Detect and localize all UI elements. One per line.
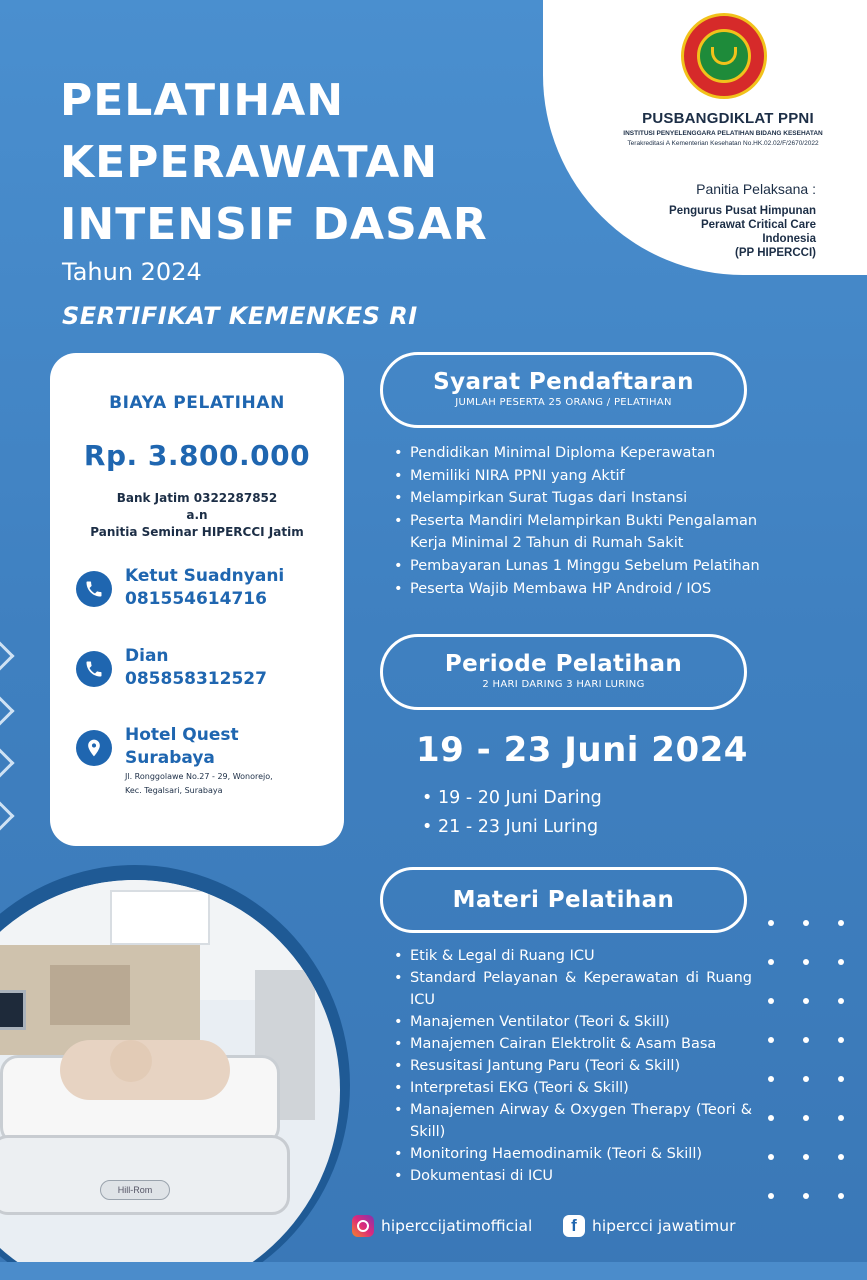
cost-heading: BIAYA PELATIHAN (109, 393, 285, 413)
organizer-subtitle: INSTITUSI PENYELENGGARA PELATIHAN BIDANG KESEHATAN (623, 130, 823, 137)
decorative-dot (768, 920, 774, 926)
decorative-dot (768, 1037, 774, 1043)
list-item: • Memiliki NIRA PPNI yang Aktif (392, 465, 812, 488)
committee-label: Panitia Pelaksana : (696, 181, 816, 197)
committee-line: (PP HIPERCCI) (735, 247, 816, 259)
facebook-handle: hipercci jawatimur (592, 1217, 736, 1235)
photo-bed-rail (0, 1135, 290, 1215)
list-item: • 21 - 23 Juni Luring (420, 813, 720, 842)
requirements-header (380, 352, 747, 428)
decorative-dot (768, 1115, 774, 1121)
committee-name (600, 204, 816, 260)
decorative-dot (803, 1037, 809, 1043)
decorative-dot (838, 959, 844, 965)
logo-emblem (697, 29, 751, 83)
decorative-dot (838, 1193, 844, 1199)
ppni-logo (681, 13, 767, 99)
committee-line: Indonesia (762, 233, 816, 245)
decorative-dot (803, 1154, 809, 1160)
instagram-handle: hiperccijatimofficial (381, 1217, 533, 1235)
photo-panel (50, 965, 130, 1025)
bank-info (50, 490, 344, 541)
title-line: INTENSIF DASAR (60, 199, 488, 250)
decorative-dot (803, 998, 809, 1004)
contact-phone[interactable]: 081554614716 (125, 589, 267, 609)
decorative-dot (803, 1076, 809, 1082)
list-item: • Resusitasi Jantung Paru (Teori & Skill) (392, 1055, 752, 1077)
title-line: PELATIHAN (60, 75, 345, 126)
page-title (60, 70, 560, 256)
training-dates: 19 - 23 Juni 2024 (416, 730, 748, 770)
certificate-label: SERTIFIKAT KEMENKES RI (62, 302, 418, 330)
photo-brand-label: Hill-Rom (100, 1180, 170, 1200)
year-label: Tahun 2024 (62, 258, 202, 286)
list-item: • Pendidikan Minimal Diploma Keperawatan (392, 442, 812, 465)
bank-line: a.n (186, 508, 208, 522)
venue-hotel: Hotel Quest (125, 725, 239, 745)
materials-heading: Materi Pelatihan (452, 887, 675, 913)
period-subheading: 2 HARI DARING 3 HARI LURING (482, 679, 645, 690)
decorative-dot (803, 959, 809, 965)
contact-person: Dian (125, 646, 169, 666)
facebook-link[interactable] (563, 1215, 735, 1237)
decorative-dot (803, 1115, 809, 1121)
bank-line: Panitia Seminar HIPERCCI Jatim (90, 525, 304, 539)
photo-window (110, 890, 210, 945)
decorative-dot (803, 1193, 809, 1199)
chevron-right-icon (0, 695, 15, 726)
list-item: • 19 - 20 Juni Daring (420, 784, 720, 813)
photo-manikin-head (110, 1040, 152, 1082)
requirements-heading: Syarat Pendaftaran (433, 369, 694, 395)
title-line: KEPERAWATAN (60, 137, 439, 188)
phone-icon (76, 571, 112, 607)
list-item: • Monitoring Haemodinamik (Teori & Skill) (392, 1143, 752, 1165)
organizer-name: PUSBANGDIKLAT PPNI (642, 110, 814, 127)
icu-photo (0, 880, 340, 1280)
location-pin-icon (76, 730, 112, 766)
decorative-dot (838, 1154, 844, 1160)
chevron-right-icon (0, 640, 15, 671)
requirements-subheading: JUMLAH PESERTA 25 ORANG / PELATIHAN (455, 397, 672, 408)
list-item: • Manajemen Ventilator (Teori & Skill) (392, 1011, 752, 1033)
list-item: • Standard Pelayanan & Keperawatan di Ruang ICU (392, 967, 752, 1011)
decorative-dot (803, 920, 809, 926)
list-item: • Manajemen Cairan Elektrolit & Asam Basa (392, 1033, 752, 1055)
instagram-icon (352, 1215, 374, 1237)
decorative-dot (838, 920, 844, 926)
period-list (420, 784, 720, 842)
cost-card (50, 353, 344, 846)
decorative-dot (768, 1154, 774, 1160)
logo-lamp-icon (711, 47, 737, 65)
list-item: • Etik & Legal di Ruang ICU (392, 945, 752, 967)
contact-phone[interactable]: 085858312527 (125, 669, 267, 689)
venue-city: Surabaya (125, 748, 215, 768)
address-line: Jl. Ronggolawe No.27 - 29, Wonorejo, (125, 772, 273, 781)
instagram-link[interactable] (352, 1215, 532, 1237)
decorative-dot (838, 998, 844, 1004)
committee-line: Perawat Critical Care (700, 219, 816, 231)
list-item: • Interpretasi EKG (Teori & Skill) (392, 1077, 752, 1099)
list-item: • Peserta Wajib Membawa HP Android / IOS (392, 578, 812, 601)
list-item: • Pembayaran Lunas 1 Minggu Sebelum Pelatihan (392, 555, 812, 578)
contact-name (125, 565, 284, 611)
facebook-icon: f (563, 1215, 585, 1237)
decorative-dot (768, 959, 774, 965)
cost-amount: Rp. 3.800.000 (83, 439, 311, 472)
bottom-strip (0, 1262, 867, 1280)
photo-monitor (0, 990, 26, 1030)
contact-person: Ketut Suadnyani (125, 566, 285, 586)
materials-header (380, 867, 747, 933)
organizer-accreditation: Terakreditasi A Kementerian Kesehatan No.HK.02.02/F/2670/2022 (627, 140, 819, 147)
decorative-dot (838, 1076, 844, 1082)
address-line: Kec. Tegalsari, Surabaya (125, 786, 223, 795)
decorative-dot (838, 1037, 844, 1043)
list-item: • Peserta Mandiri Melampirkan Bukti Pengalaman Kerja Minimal 2 Tahun di Rumah Sakit (392, 510, 792, 555)
chevron-right-icon (0, 800, 15, 831)
period-header (380, 634, 747, 710)
list-item: • Dokumentasi di ICU (392, 1165, 752, 1187)
materials-list (392, 945, 752, 1187)
decorative-dot (838, 1115, 844, 1121)
period-heading: Periode Pelatihan (444, 651, 683, 677)
venue-name (125, 724, 239, 770)
venue-address (125, 770, 273, 798)
decorative-dot (768, 1193, 774, 1199)
committee-line: Pengurus Pusat Himpunan (669, 205, 816, 217)
chevron-right-icon (0, 747, 15, 778)
bank-line: Bank Jatim 0322287852 (116, 491, 278, 505)
requirements-list (392, 442, 812, 600)
phone-icon (76, 651, 112, 687)
list-item: • Melampirkan Surat Tugas dari Instansi (392, 487, 812, 510)
decorative-dot (768, 998, 774, 1004)
list-item: • Manajemen Airway & Oxygen Therapy (Teori & Skill) (392, 1099, 752, 1143)
contact-name (125, 645, 267, 691)
decorative-dot (768, 1076, 774, 1082)
